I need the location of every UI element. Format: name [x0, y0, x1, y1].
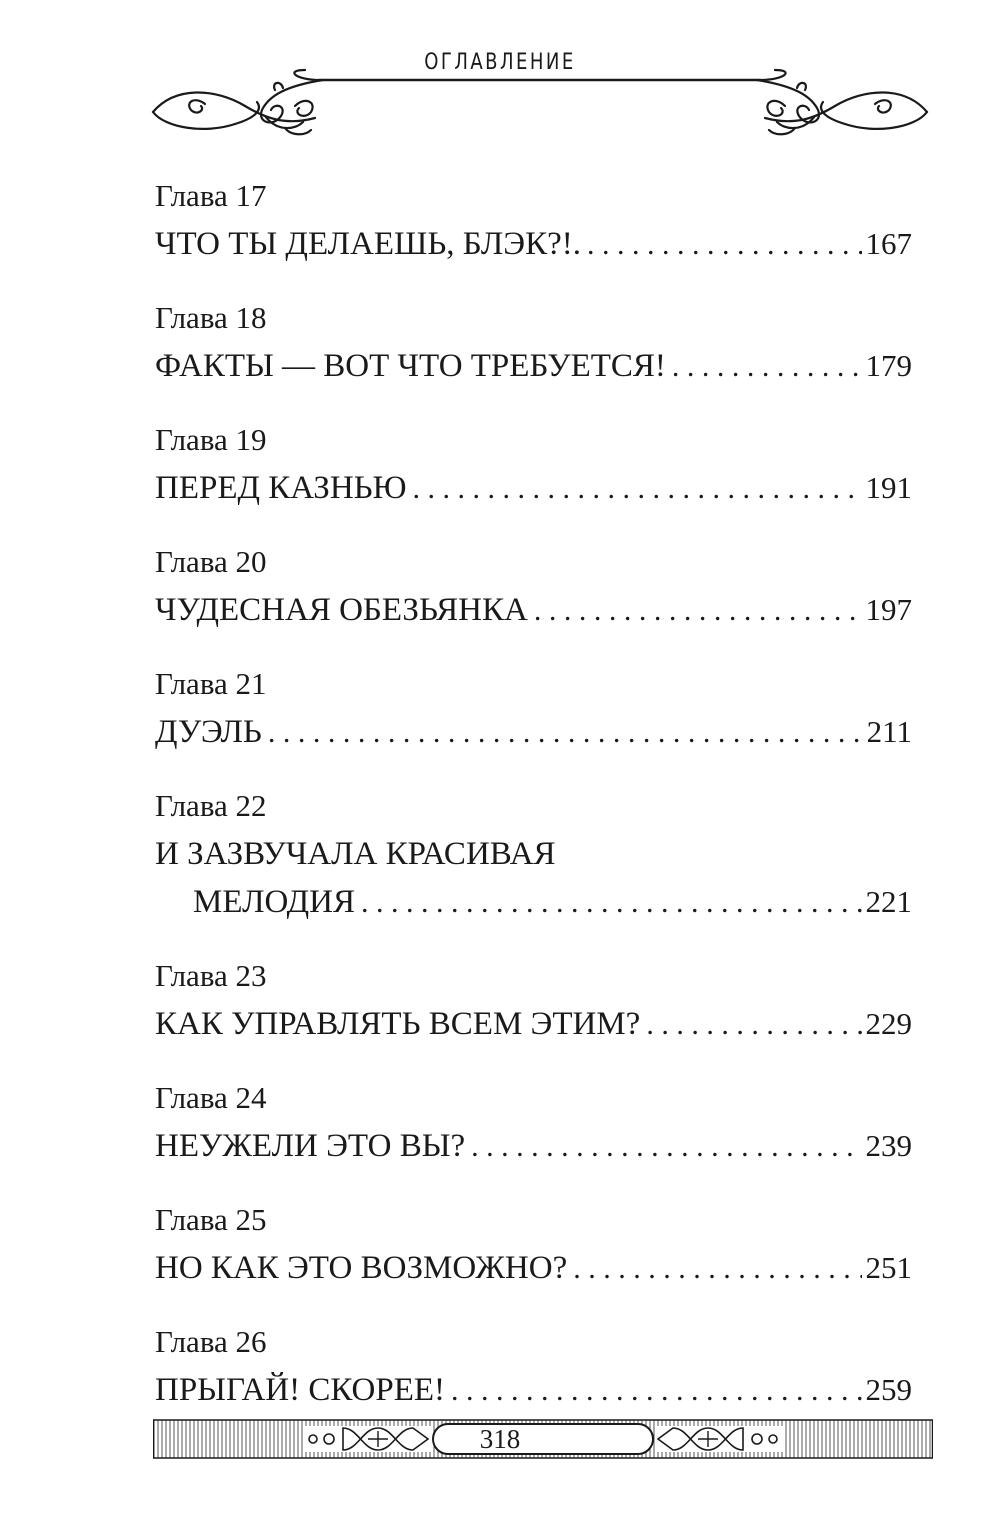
toc-entry[interactable]: [155, 952, 912, 1048]
chapter-label: Глава 25: [155, 1202, 267, 1237]
page-number: 229: [865, 1006, 912, 1041]
chapter-label: Глава 20: [155, 544, 267, 579]
chapter-title-line: [155, 1366, 912, 1414]
dot-leader: [361, 879, 862, 927]
toc-entry[interactable]: [155, 1196, 912, 1292]
chapter-label: Глава 22: [155, 788, 267, 823]
toc-entry[interactable]: [155, 1074, 912, 1170]
page-number: 259: [865, 1372, 912, 1407]
chapter-title-line: [155, 220, 912, 268]
toc-entry[interactable]: [155, 416, 912, 512]
toc-entry[interactable]: [155, 294, 912, 390]
chapter-title: ФАКТЫ — ВОТ ЧТО ТРЕБУЕТСЯ!: [155, 348, 666, 384]
chapter-title: КАК УПРАВЛЯТЬ ВСЕМ ЭТИМ?: [155, 1006, 641, 1042]
toc-entry[interactable]: [155, 782, 912, 926]
chapter-label: Глава 23: [155, 958, 267, 993]
page-number: 251: [865, 1250, 912, 1285]
page-number: 197: [865, 592, 912, 627]
page-number: 179: [865, 348, 912, 383]
toc-entry[interactable]: [155, 1318, 912, 1414]
chapter-title-line: [155, 708, 912, 756]
chapter-title-line: [155, 878, 912, 926]
toc-entry[interactable]: [155, 172, 912, 268]
dot-leader: [268, 709, 863, 757]
chapter-title-line: [155, 586, 912, 634]
chapter-title: ЧУДЕСНАЯ ОБЕЗЬЯНКА: [155, 592, 528, 628]
page-number: 221: [865, 884, 912, 919]
dot-leader: [451, 1367, 861, 1415]
dot-leader: [413, 465, 862, 513]
chapter-label: Глава 21: [155, 666, 267, 701]
chapter-title: И ЗАЗВУЧАЛА КРАСИВАЯ: [155, 836, 556, 872]
dot-leader: [672, 343, 862, 391]
page-number: 191: [865, 470, 912, 505]
chapter-title-line: [155, 464, 912, 512]
chapter-title: ПРЫГАЙ! СКОРЕЕ!: [155, 1372, 446, 1408]
chapter-title: НЕУЖЕЛИ ЭТО ВЫ?: [155, 1128, 466, 1164]
chapter-title: НО КАК ЭТО ВОЗМОЖНО?: [155, 1250, 568, 1286]
running-header-title: ОГЛАВЛЕНИЕ: [424, 50, 576, 75]
chapter-title-line: [155, 1122, 912, 1170]
chapter-title-line: [155, 1000, 912, 1048]
dot-leader: [573, 1245, 861, 1293]
header-flourish-ornament: [145, 66, 935, 146]
chapter-title: ЧТО ТЫ ДЕЛАЕШЬ, БЛЭК?!.: [155, 226, 581, 262]
page-number: 211: [866, 714, 912, 749]
toc-entry[interactable]: [155, 660, 912, 756]
chapter-title-continuation: МЕЛОДИЯ: [193, 884, 355, 920]
page-number: 167: [865, 226, 912, 261]
chapter-label: Глава 18: [155, 300, 267, 335]
table-of-contents: [155, 172, 912, 1440]
chapter-label: Глава 26: [155, 1324, 267, 1359]
folio-page-number: 318: [479, 1424, 521, 1454]
dot-leader: [471, 1123, 861, 1171]
chapter-title-line: [155, 830, 912, 878]
chapter-title: ДУЭЛЬ: [155, 714, 262, 750]
toc-entry[interactable]: [155, 538, 912, 634]
chapter-label: Глава 19: [155, 422, 267, 457]
chapter-label: Глава 24: [155, 1080, 267, 1115]
dot-leader: [646, 1001, 861, 1049]
chapter-title-line: [155, 342, 912, 390]
dot-leader: [534, 587, 862, 635]
page-number: 239: [865, 1128, 912, 1163]
chapter-title-line: [155, 1244, 912, 1292]
chapter-label: Глава 17: [155, 178, 267, 213]
dot-leader: [587, 221, 862, 269]
chapter-title: ПЕРЕД КАЗНЬЮ: [155, 470, 407, 506]
